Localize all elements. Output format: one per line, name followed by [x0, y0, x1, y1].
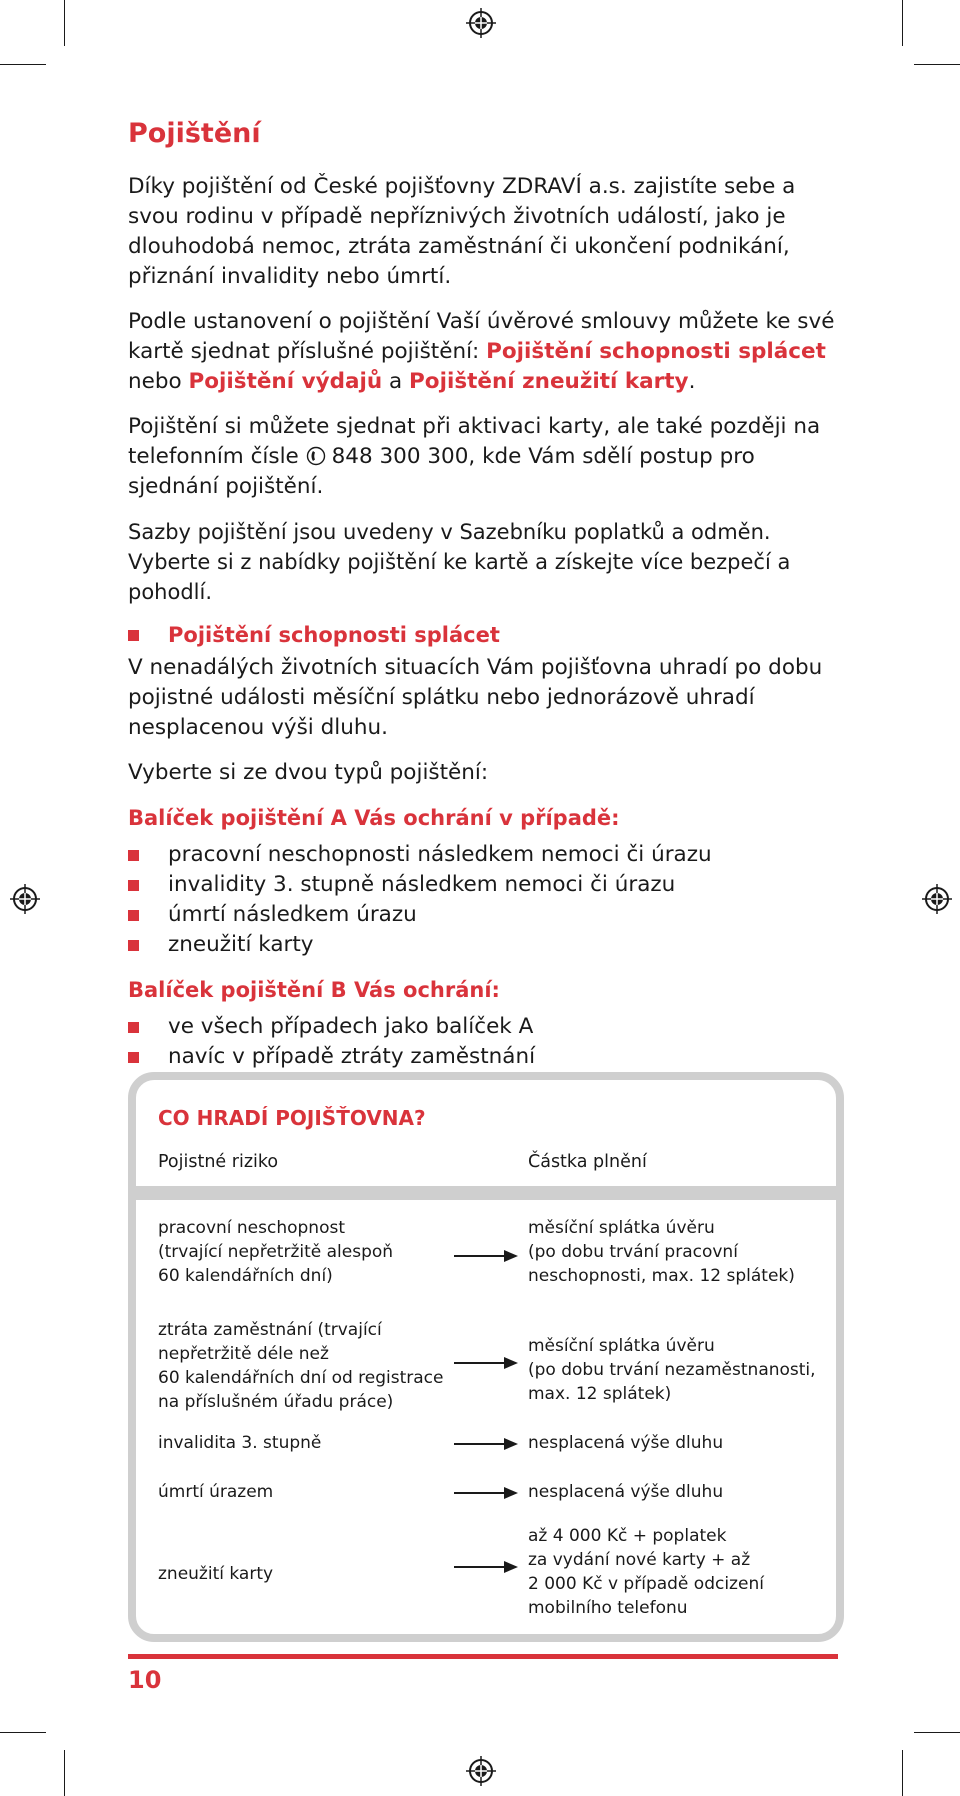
arrow-right-icon	[454, 1249, 518, 1263]
registration-mark-icon	[922, 884, 952, 914]
crop-mark	[914, 64, 960, 65]
red-square-bullet-icon	[128, 910, 139, 921]
amount-cell: měsíční splátka úvěru (po dobu trvání pracovní neschopnosti, max. 12 splátek)	[528, 1218, 795, 1286]
insurance-name-expenses: Pojištění výdajů	[188, 369, 383, 394]
crop-mark	[64, 1750, 65, 1796]
main-content	[128, 118, 838, 1078]
crop-mark	[64, 0, 65, 46]
arrow-right-icon	[454, 1356, 518, 1370]
options-lead-text: Podle ustanovení o pojištění Vaší úvěrové smlouvy můžete ke své kartě sjednat příslušné pojištění:	[128, 309, 835, 364]
insurance-name-repayment: Pojištění schopnosti splácet	[486, 339, 826, 364]
activation-lead-text: Pojištění si můžete sjednat při aktivaci karty, ale také později na telefonním čísle	[128, 414, 821, 469]
red-square-bullet-icon	[128, 850, 139, 861]
intro-paragraph: Díky pojištění od České pojišťovny ZDRAVÍ a.s. zajistíte sebe a svou rodinu v případě nepříznivých životních událostí, jako je dlouhodobá nemoc, ztráta zaměstnání či ukončení podnikání, přiznání invalidity nebo úmrtí.	[128, 174, 796, 289]
crop-mark	[0, 64, 46, 65]
column-header-amount: Částka plnění	[528, 1152, 647, 1172]
period-text: .	[688, 369, 696, 394]
package-b-list	[128, 1012, 838, 1072]
red-square-bullet-icon	[128, 940, 139, 951]
list-item: invalidity 3. stupně následkem nemoci či úrazu	[128, 870, 838, 900]
package-a-heading: Balíček pojištění A Vás ochrání v případě:	[128, 806, 620, 830]
registration-mark-icon	[466, 1756, 496, 1786]
section-body: V nenadálých životních situacích Vám pojišťovna uhradí po dobu pojistné události měsíční splátku nebo jednorázově uhradí nesplacenou výši dluhu.	[128, 655, 823, 740]
phone-number: 848 300 300	[331, 444, 469, 469]
amount-cell: měsíční splátka úvěru (po dobu trvání nezaměstnanosti, max. 12 splátek)	[528, 1336, 816, 1404]
section-heading	[128, 621, 838, 649]
header-separator	[128, 1186, 844, 1200]
crop-mark	[902, 1750, 903, 1796]
amount-cell: nesplacená výše dluhu	[528, 1482, 724, 1502]
arrow-right-icon	[454, 1486, 518, 1500]
crop-mark	[914, 1732, 960, 1733]
list-item: navíc v případě ztráty zaměstnání	[128, 1042, 838, 1072]
phone-icon	[306, 445, 326, 465]
section-heading-text: Pojištění schopnosti splácet	[168, 623, 500, 647]
risk-cell: pracovní neschopnost (trvající nepřetržitě alespoň 60 kalendářních dní)	[158, 1218, 394, 1286]
package-b-heading: Balíček pojištění B Vás ochrání:	[128, 978, 500, 1002]
risk-cell: úmrtí úrazem	[158, 1482, 274, 1502]
amount-cell: nesplacená výše dluhu	[528, 1433, 724, 1453]
package-a-list	[128, 840, 838, 960]
risk-cell: ztráta zaměstnání (trvající nepřetržitě déle než 60 kalendářních dní od registrace na příslušném úřadu práce)	[158, 1320, 444, 1412]
arrow-right-icon	[454, 1560, 518, 1574]
page-number: 10	[128, 1666, 162, 1694]
activation-tail-text: , kde Vám sdělí postup pro sjednání pojištění.	[128, 444, 755, 499]
registration-mark-icon	[10, 884, 40, 914]
crop-mark	[0, 1732, 46, 1733]
risk-cell: invalidita 3. stupně	[158, 1433, 322, 1453]
list-item: zneužití karty	[128, 930, 838, 960]
activation-paragraph	[128, 412, 838, 502]
connector-text: a	[382, 369, 410, 394]
crop-mark	[902, 0, 903, 46]
list-item: ve všech případech jako balíček A	[128, 1012, 838, 1042]
connector-text: nebo	[128, 369, 189, 394]
arrow-right-icon	[454, 1437, 518, 1451]
footer-rule	[128, 1654, 838, 1659]
list-item: úmrtí následkem úrazu	[128, 900, 838, 930]
coverage-box	[128, 1072, 844, 1642]
red-square-bullet-icon	[128, 630, 139, 641]
insurance-options-paragraph	[128, 307, 838, 397]
list-item: pracovní neschopnosti následkem nemoci či úrazu	[128, 840, 838, 870]
amount-cell: až 4 000 Kč + poplatek za vydání nové karty + až 2 000 Kč v případě odcizení mobilního telefonu	[528, 1526, 764, 1618]
red-square-bullet-icon	[128, 1022, 139, 1033]
choose-text: Vyberte si ze dvou typů pojištění:	[128, 760, 489, 785]
coverage-box-title: CO HRADÍ POJIŠŤOVNA?	[158, 1106, 426, 1130]
column-header-risk: Pojistné riziko	[158, 1152, 279, 1172]
insurance-name-card-misuse: Pojištění zneužití karty	[409, 369, 689, 394]
red-square-bullet-icon	[128, 1052, 139, 1063]
risk-cell: zneužití karty	[158, 1564, 274, 1584]
registration-mark-icon	[466, 8, 496, 38]
rates-paragraph: Sazby pojištění jsou uvedeny v Sazebníku poplatků a odměn. Vyberte si z nabídky pojištění ke kartě a získejte více bezpečí a pohodlí.	[128, 520, 791, 604]
red-square-bullet-icon	[128, 880, 139, 891]
page-title: Pojištění	[128, 118, 261, 149]
